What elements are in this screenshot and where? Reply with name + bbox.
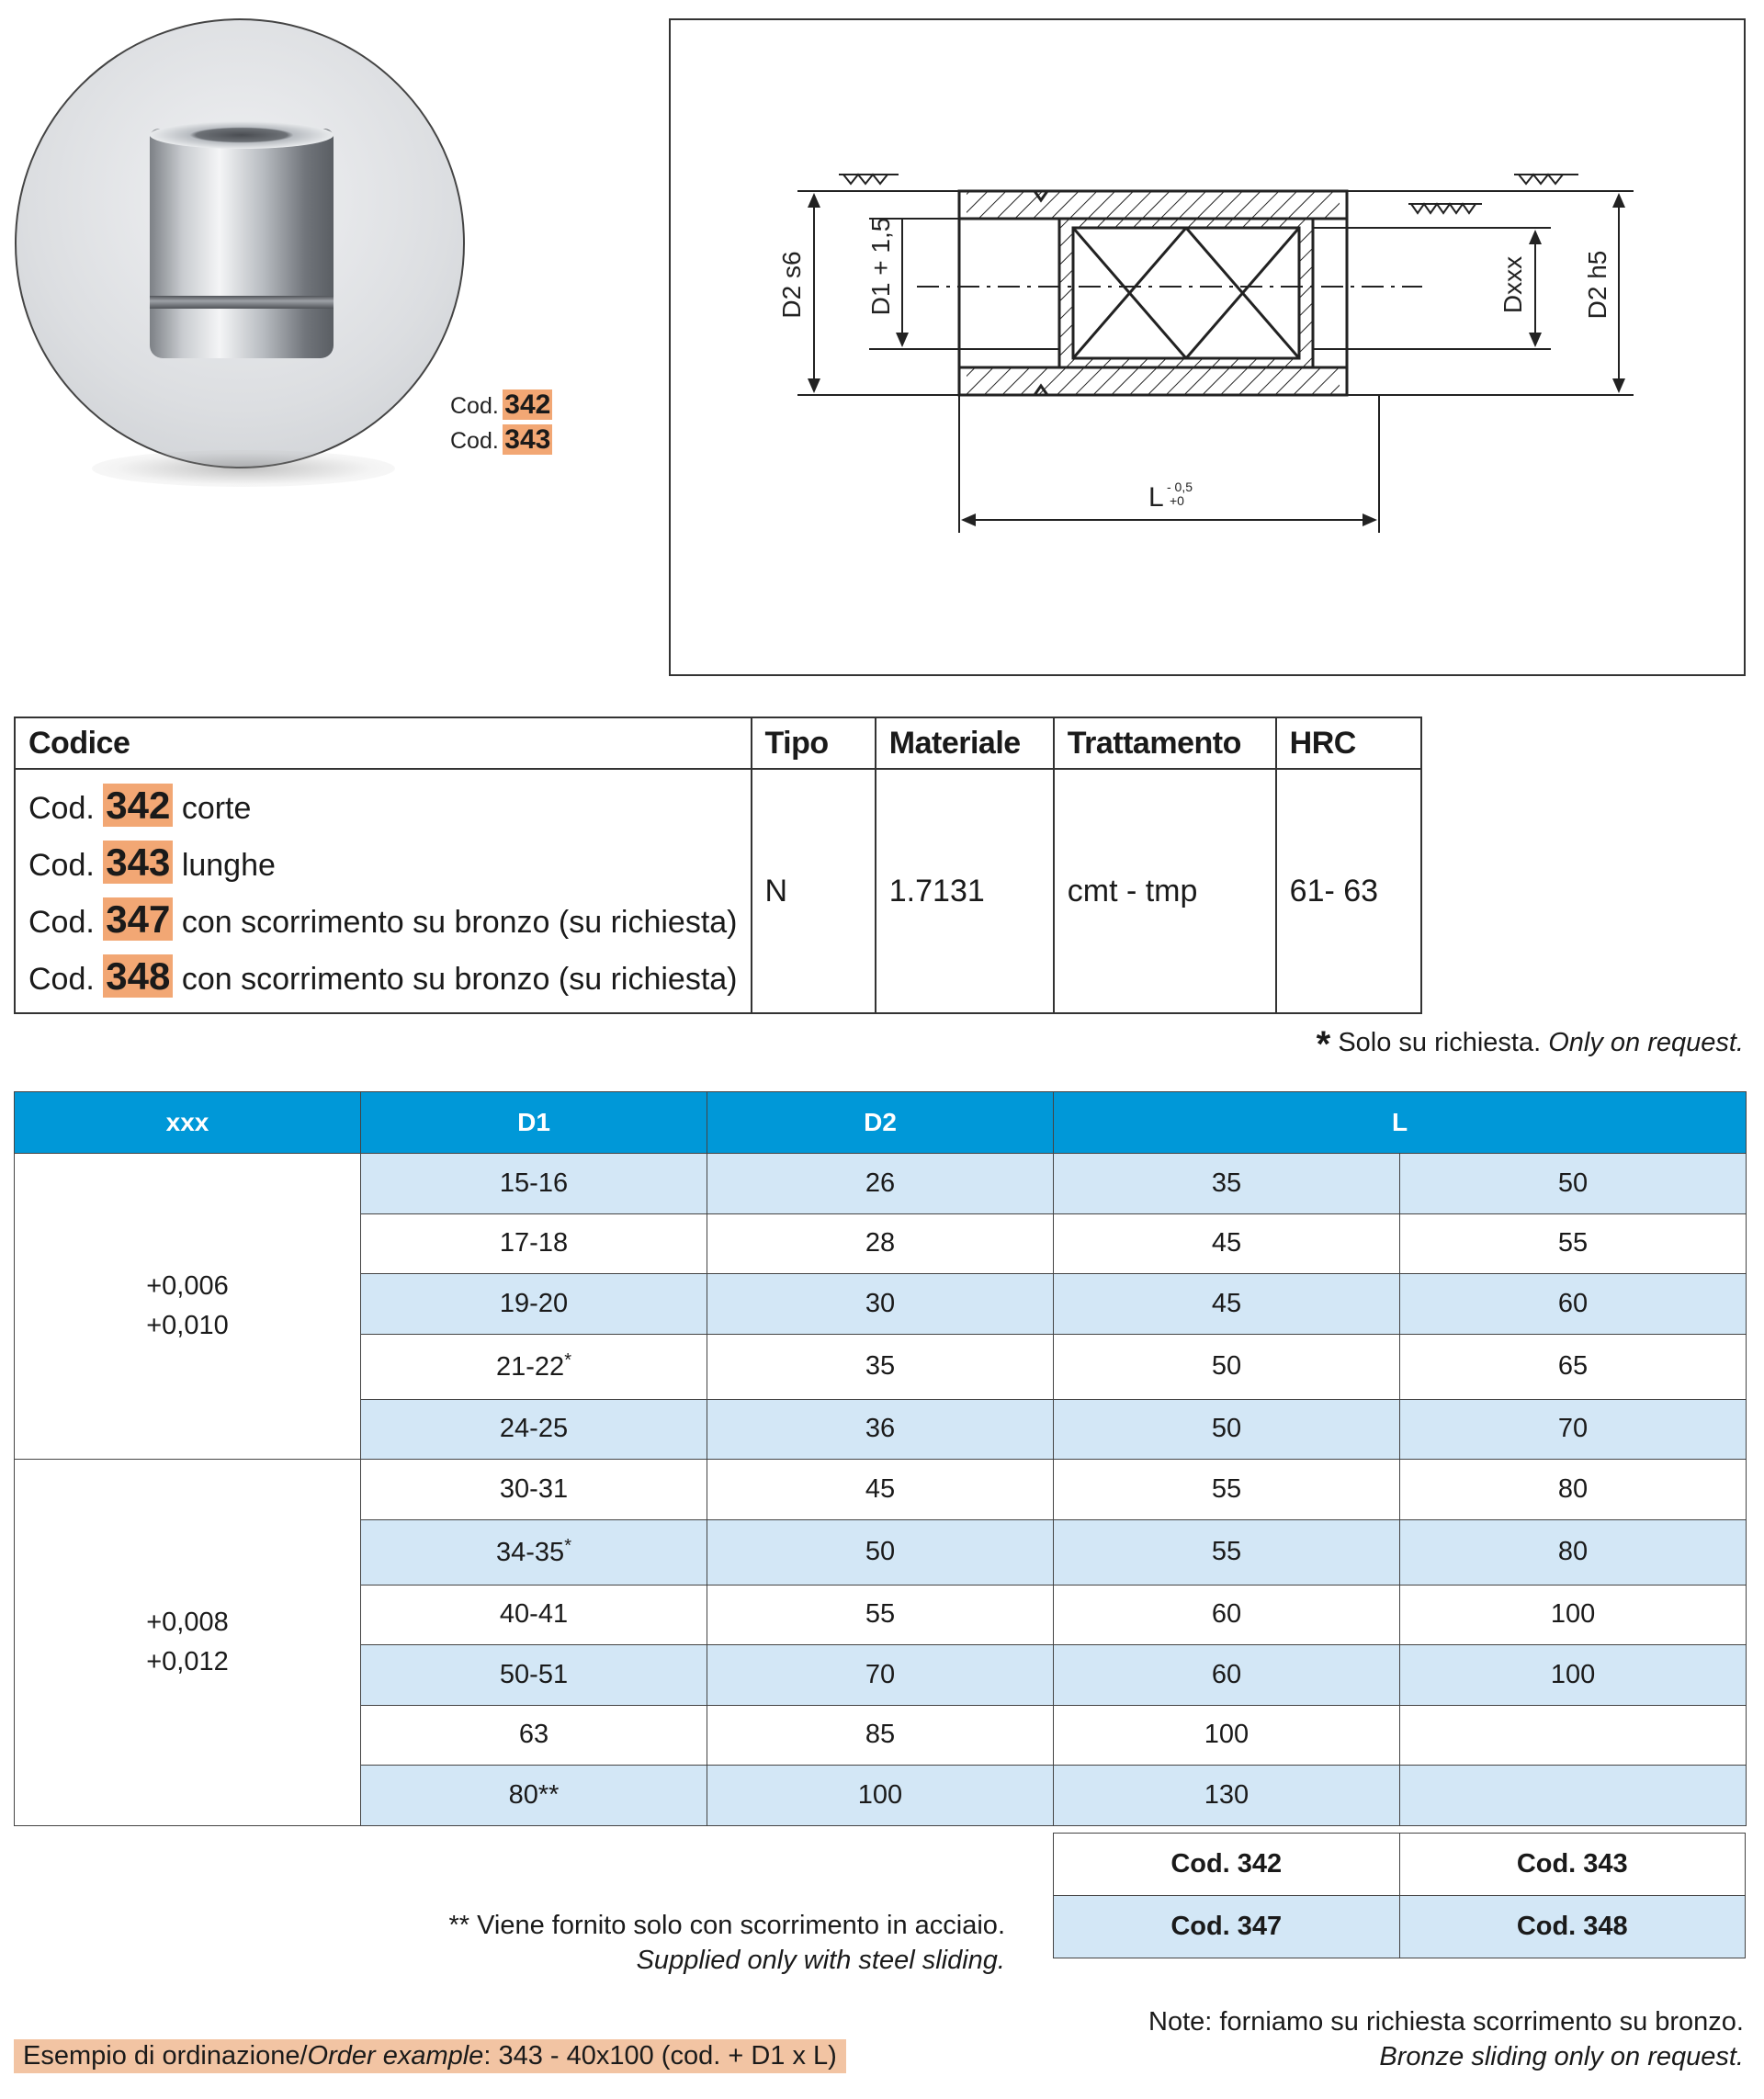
- d1-cell: 50-51: [361, 1645, 707, 1706]
- l-short-cell: 35: [1054, 1154, 1400, 1214]
- label-l: L: [1148, 482, 1164, 513]
- dimension-table: [14, 1091, 1747, 1826]
- d2-cell: 35: [707, 1334, 1054, 1399]
- photo-shadow: [92, 450, 395, 487]
- l-short-cell: 60: [1054, 1645, 1400, 1706]
- bronze-note-en: Bronze sliding only on request.: [1379, 2042, 1744, 2071]
- code-number: 343: [103, 841, 173, 884]
- d2-cell: 55: [707, 1585, 1054, 1645]
- spec-table: [14, 717, 1422, 1014]
- d1-cell: 17-18: [361, 1213, 707, 1274]
- l-short-cell: 45: [1054, 1274, 1400, 1335]
- code-line-343: [28, 834, 738, 891]
- l-short-cell: 45: [1054, 1213, 1400, 1274]
- code-line-342: [28, 777, 738, 834]
- photo-code-343: [450, 424, 552, 456]
- d1-value: 34-35: [496, 1538, 565, 1567]
- code-number: 347: [103, 897, 173, 941]
- l-short-cell: 60: [1054, 1585, 1400, 1645]
- code-line-347: [28, 891, 738, 948]
- trattamento-value: cmt - tmp: [1054, 769, 1276, 1013]
- order-example-label-it: Esempio di ordinazione/: [23, 2041, 308, 2071]
- header-hrc: HRC: [1276, 717, 1421, 769]
- tolerance-lower: +0,010: [146, 1311, 229, 1340]
- footnote-star: *: [564, 1536, 571, 1556]
- table-row: [15, 1154, 1747, 1214]
- header-codice: Codice: [15, 717, 752, 769]
- hrc-value: 61- 63: [1276, 769, 1421, 1013]
- l-long-cell: 80: [1400, 1519, 1747, 1585]
- code-342-cell: Cod. 342: [1054, 1834, 1400, 1896]
- code-description: lunghe: [181, 848, 276, 883]
- d2-cell: 28: [707, 1213, 1054, 1274]
- tolerance-group-2: [15, 1460, 361, 1826]
- label-l-tol-lower: +0: [1170, 493, 1184, 508]
- star-note-en: Only on request.: [1548, 1028, 1744, 1057]
- header-materiale: Materiale: [876, 717, 1054, 769]
- l-short-cell: 100: [1054, 1705, 1400, 1766]
- d1-cell: 40-41: [361, 1585, 707, 1645]
- d1-cell: 80**: [361, 1766, 707, 1826]
- d2-cell: 45: [707, 1460, 1054, 1520]
- star-note: [1317, 1024, 1744, 1066]
- l-long-cell: 70: [1400, 1399, 1747, 1460]
- l-long-cell: 65: [1400, 1334, 1747, 1399]
- d2-cell: 30: [707, 1274, 1054, 1335]
- code-number: 342: [504, 389, 551, 420]
- l-long-cell: [1400, 1705, 1747, 1766]
- l-short-cell: 50: [1054, 1334, 1400, 1399]
- tolerance-upper: +0,006: [146, 1271, 229, 1301]
- tipo-value: N: [752, 769, 876, 1013]
- header-xxx: xxx: [15, 1092, 361, 1154]
- d2-cell: 70: [707, 1645, 1054, 1706]
- bushing-image: [150, 129, 334, 358]
- header-trattamento: Trattamento: [1054, 717, 1276, 769]
- d1-cell: 15-16: [361, 1154, 707, 1214]
- double-star-note: [448, 1908, 1005, 1978]
- tolerance-lower: +0,012: [146, 1646, 229, 1676]
- l-short-cell: 55: [1054, 1519, 1400, 1585]
- technical-drawing: [669, 18, 1746, 676]
- dim-header-row: [15, 1092, 1747, 1154]
- d2-cell: 36: [707, 1399, 1054, 1460]
- table-row: [15, 1460, 1747, 1520]
- star-symbol: *: [1316, 1024, 1331, 1065]
- materiale-value: 1.7131: [876, 769, 1054, 1013]
- order-example: [14, 2039, 846, 2073]
- d1-cell: [361, 1519, 707, 1585]
- code-number: 343: [504, 424, 551, 455]
- code-prefix: Cod.: [450, 393, 499, 419]
- header-d2: D2: [707, 1092, 1054, 1154]
- l-long-cell: 80: [1400, 1460, 1747, 1520]
- l-short-cell: 130: [1054, 1766, 1400, 1826]
- double-star-note-en: Supplied only with steel sliding.: [636, 1946, 1005, 1975]
- l-long-cell: 55: [1400, 1213, 1747, 1274]
- code-description: corte: [181, 791, 252, 826]
- star-note-it: Solo su richiesta.: [1338, 1028, 1542, 1057]
- l-short-cell: 50: [1054, 1399, 1400, 1460]
- label-d2-s6: D2 s6: [777, 251, 806, 319]
- label-d1: D1 + 1,5: [866, 217, 895, 316]
- code-prefix: Cod.: [28, 848, 95, 883]
- photo-code-342: [450, 389, 552, 421]
- code-prefix: Cod.: [28, 791, 95, 826]
- code-prefix: Cod.: [28, 962, 95, 997]
- d1-cell: [361, 1334, 707, 1399]
- header-tipo: Tipo: [752, 717, 876, 769]
- code-description: con scorrimento su bronzo (su richiesta): [181, 962, 738, 997]
- code-footer-row: [1054, 1834, 1746, 1896]
- label-dxxx: Dxxx: [1498, 255, 1527, 314]
- d2-cell: 26: [707, 1154, 1054, 1214]
- d2-cell: 50: [707, 1519, 1054, 1585]
- bronze-note-it: Note: forniamo su richiesta scorrimento su bronzo.: [1148, 2007, 1744, 2037]
- code-prefix: Cod.: [28, 905, 95, 940]
- d1-cell: 30-31: [361, 1460, 707, 1520]
- tolerance-upper: +0,008: [146, 1607, 229, 1637]
- code-description: con scorrimento su bronzo (su richiesta): [181, 905, 738, 940]
- l-short-cell: 55: [1054, 1460, 1400, 1520]
- header-l: L: [1054, 1092, 1747, 1154]
- double-star-note-it: ** Viene fornito solo con scorrimento in acciaio.: [448, 1911, 1005, 1940]
- d1-value: 21-22: [496, 1352, 565, 1382]
- order-example-value: : 343 - 40x100 (cod. + D1 x L): [483, 2041, 837, 2071]
- code-number: 348: [103, 954, 173, 998]
- l-long-cell: [1400, 1766, 1747, 1826]
- l-long-cell: 50: [1400, 1154, 1747, 1214]
- code-348-cell: Cod. 348: [1399, 1896, 1746, 1958]
- bushing-groove: [150, 296, 334, 309]
- l-long-cell: 100: [1400, 1645, 1747, 1706]
- d1-cell: 63: [361, 1705, 707, 1766]
- footnote-star: *: [564, 1350, 571, 1371]
- codes-cell: [15, 769, 752, 1013]
- l-long-cell: 100: [1400, 1585, 1747, 1645]
- code-343-cell: Cod. 343: [1399, 1834, 1746, 1896]
- code-prefix: Cod.: [450, 428, 499, 454]
- code-number: 342: [103, 784, 173, 827]
- bronze-note: [1148, 2004, 1744, 2074]
- code-footer-row: [1054, 1896, 1746, 1958]
- label-d2-h5: D2 h5: [1583, 250, 1611, 320]
- code-347-cell: Cod. 347: [1054, 1896, 1400, 1958]
- order-example-label-en: Order example: [307, 2041, 484, 2071]
- d1-cell: 19-20: [361, 1274, 707, 1335]
- d2-cell: 100: [707, 1766, 1054, 1826]
- spec-data-row: [15, 769, 1421, 1013]
- code-footer-table: [1053, 1833, 1746, 1958]
- d2-cell: 85: [707, 1705, 1054, 1766]
- label-l-tol-upper: - 0,5: [1167, 480, 1193, 494]
- d1-cell: 24-25: [361, 1399, 707, 1460]
- l-long-cell: 60: [1400, 1274, 1747, 1335]
- code-line-348: [28, 948, 738, 1005]
- bushing-top: [150, 121, 334, 149]
- tolerance-group-1: [15, 1154, 361, 1460]
- header-d1: D1: [361, 1092, 707, 1154]
- spec-header-row: [15, 717, 1421, 769]
